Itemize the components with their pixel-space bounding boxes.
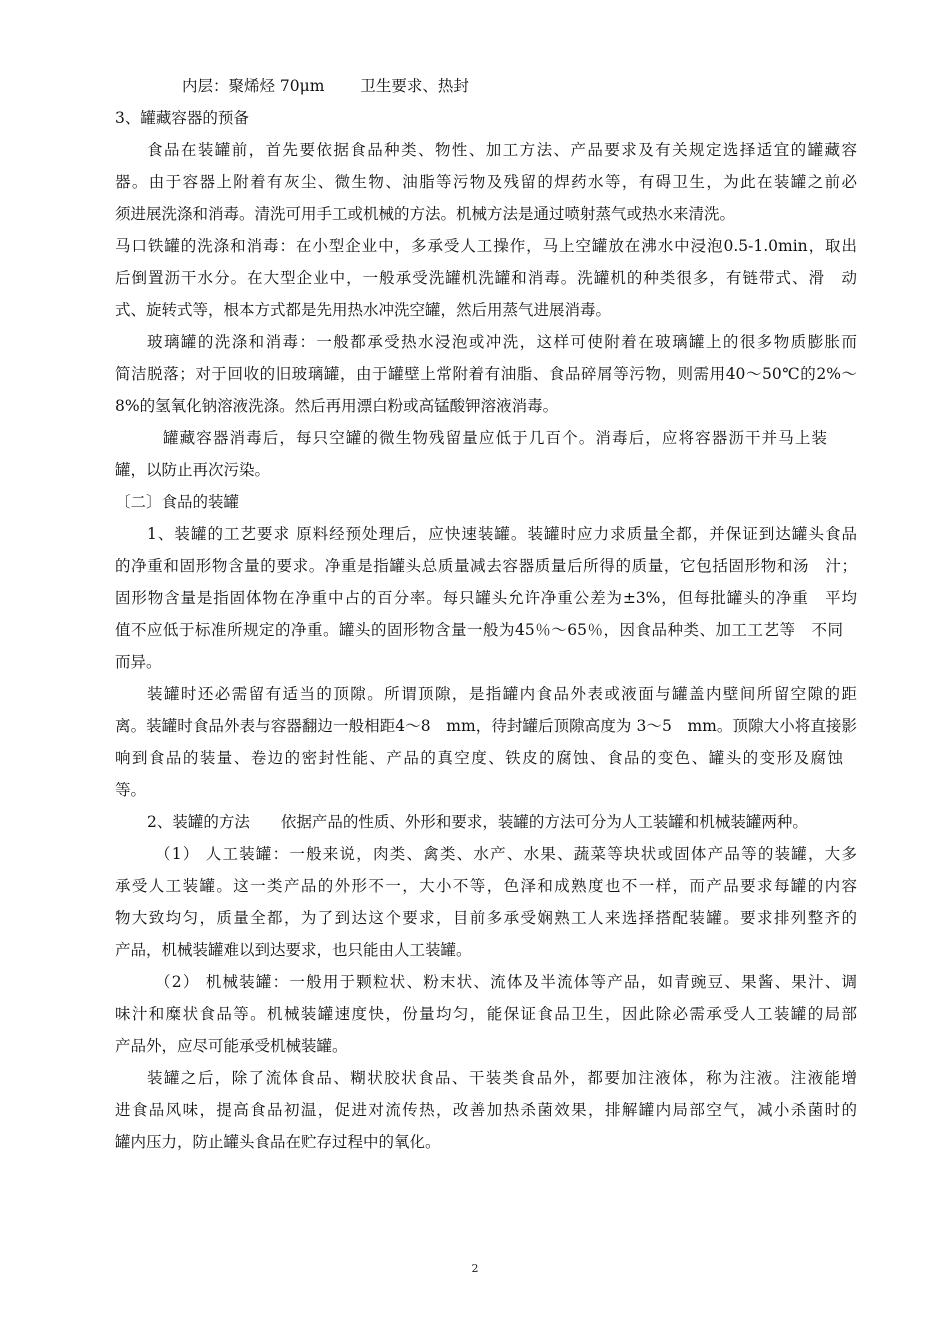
paragraph-line: 食品在装罐前，首先要依据食品种类、物性、加工方法、产品要求及有关规定选择适宜的罐藏容 bbox=[147, 141, 857, 159]
paragraph-line: （2） 机械装罐：一般用于颗粒状、粉末状、流体及半流体等产品，如青豌豆、果酱、果汁、调 bbox=[155, 973, 857, 991]
section-heading: 〔二〕食品的装罐 bbox=[115, 493, 240, 511]
paragraph-line: 玻璃罐的洗涤和消毒：一般都承受热水浸泡或冲洗，这样可使附着在玻璃罐上的很多物质膨胀而 bbox=[147, 333, 857, 351]
section-heading: 3、罐藏容器的预备 bbox=[115, 109, 249, 127]
paragraph-line: 的净重和固形物含量的要求。净重是指罐头总质量减去容器质量后所得的质量，它包括固形物和汤 汁； bbox=[115, 557, 857, 575]
paragraph-line: 而异。 bbox=[115, 653, 162, 671]
paragraph-line: 简洁脱落；对于回收的旧玻璃罐，由于罐壁上常附着有油脂、食品碎屑等污物，则需用40～50℃的2%～ bbox=[115, 365, 857, 383]
paragraph-line: 须进展洗涤和消毒。清洗可用手工或机械的方法。机械方法是通过喷射蒸气或热水来清洗。 bbox=[115, 205, 736, 223]
paragraph-line: 进食品风味，提高食品初温，促进对流传热，改善加热杀菌效果，排解罐内局部空气，减小杀菌时的 bbox=[115, 1101, 857, 1119]
paragraph-line: 器。由于容器上附着有灰尘、微生物、油脂等污物及残留的焊药水等，有碍卫生，为此在装罐之前必 bbox=[115, 173, 857, 191]
paragraph-line: 响到食品的装量、卷边的密封性能、产品的真空度、铁皮的腐蚀、食品的变色、罐头的变形及腐蚀 bbox=[115, 749, 843, 767]
paragraph-line: 产品外，应尽可能承受机械装罐。 bbox=[115, 1037, 348, 1055]
paragraph-line: 后倒置沥干水分。在大型企业中，一般承受洗罐机洗罐和消毒。洗罐机的种类很多，有链带式、滑 动 bbox=[115, 269, 857, 287]
paragraph-line: 装罐时还必需留有适当的顶隙。所谓顶隙，是指罐内食品外表或液面与罐盖内壁间所留空隙的距 bbox=[147, 685, 857, 703]
paragraph-line: 8%的氢氧化钠溶液洗涤。然后再用漂白粉或高锰酸钾溶液消毒。 bbox=[115, 397, 559, 415]
paragraph-line: 罐藏容器消毒后，每只空罐的微生物残留量应低于几百个。消毒后，应将容器沥干并马上装 bbox=[163, 429, 827, 447]
page-number: 2 bbox=[471, 1262, 479, 1275]
paragraph-line: 物大致均匀，质量全都，为了到达这个要求，目前多承受娴熟工人来选择搭配装罐。要求排列整齐的 bbox=[115, 909, 857, 927]
paragraph-line: 1、装罐的工艺要求 原料经预处理后，应快速装罐。装罐时应力求质量全都，并保证到达罐头食品 bbox=[147, 525, 857, 543]
paragraph-line: （1） 人工装罐：一般来说，肉类、禽类、水产、水果、蔬菜等块状或固体产品等的装罐，大多 bbox=[155, 845, 857, 863]
paragraph-line: 离。装罐时食品外表与容器翻边一般相距4～8 mm，待封罐后顶隙高度为 3～5 mm。顶隙大小将直接影 bbox=[115, 717, 857, 735]
paragraph-line: 固形物含量是指固体物在净重中占的百分率。每只罐头允许净重公差为±3%，但每批罐头的净重 平均 bbox=[115, 589, 857, 607]
paragraph-line: 值不应低于标准所规定的净重。罐头的固形物含量一般为45％～65％，因食品种类、加工工艺等 不同 bbox=[115, 621, 843, 639]
paragraph-line: 装罐之后，除了流体食品、糊状胶状食品、干装类食品外，都要加注液体，称为注液。注液能增 bbox=[147, 1069, 857, 1087]
text-line: 内层：聚烯烃 70μm 卫生要求、热封 bbox=[182, 77, 469, 95]
paragraph-line: 承受人工装罐。这一类产品的外形不一，大小不等，色泽和成熟度也不一样，而产品要求每罐的内容 bbox=[115, 877, 857, 895]
paragraph-line: 味汁和糜状食品等。机械装罐速度快，份量均匀，能保证食品卫生，因此除必需承受人工装罐的局部 bbox=[115, 1005, 857, 1023]
paragraph-line: 2、装罐的方法 依据产品的性质、外形和要求，装罐的方法可分为人工装罐和机械装罐两种。 bbox=[147, 813, 808, 831]
paragraph-line: 马口铁罐的洗涤和消毒：在小型企业中，多承受人工操作，马上空罐放在沸水中浸泡0.5-1.0min，取出 bbox=[115, 237, 857, 255]
paragraph-line: 罐内压力，防止罐头食品在贮存过程中的氧化。 bbox=[115, 1133, 441, 1151]
paragraph-line: 产品，机械装罐难以到达要求，也只能由人工装罐。 bbox=[115, 941, 472, 959]
paragraph-line: 等。 bbox=[115, 781, 147, 799]
paragraph-line: 罐，以防止再次污染。 bbox=[115, 461, 271, 479]
paragraph-line: 式、旋转式等，根本方式都是先用热水冲洗空罐，然后用蒸气进展消毒。 bbox=[115, 301, 612, 319]
